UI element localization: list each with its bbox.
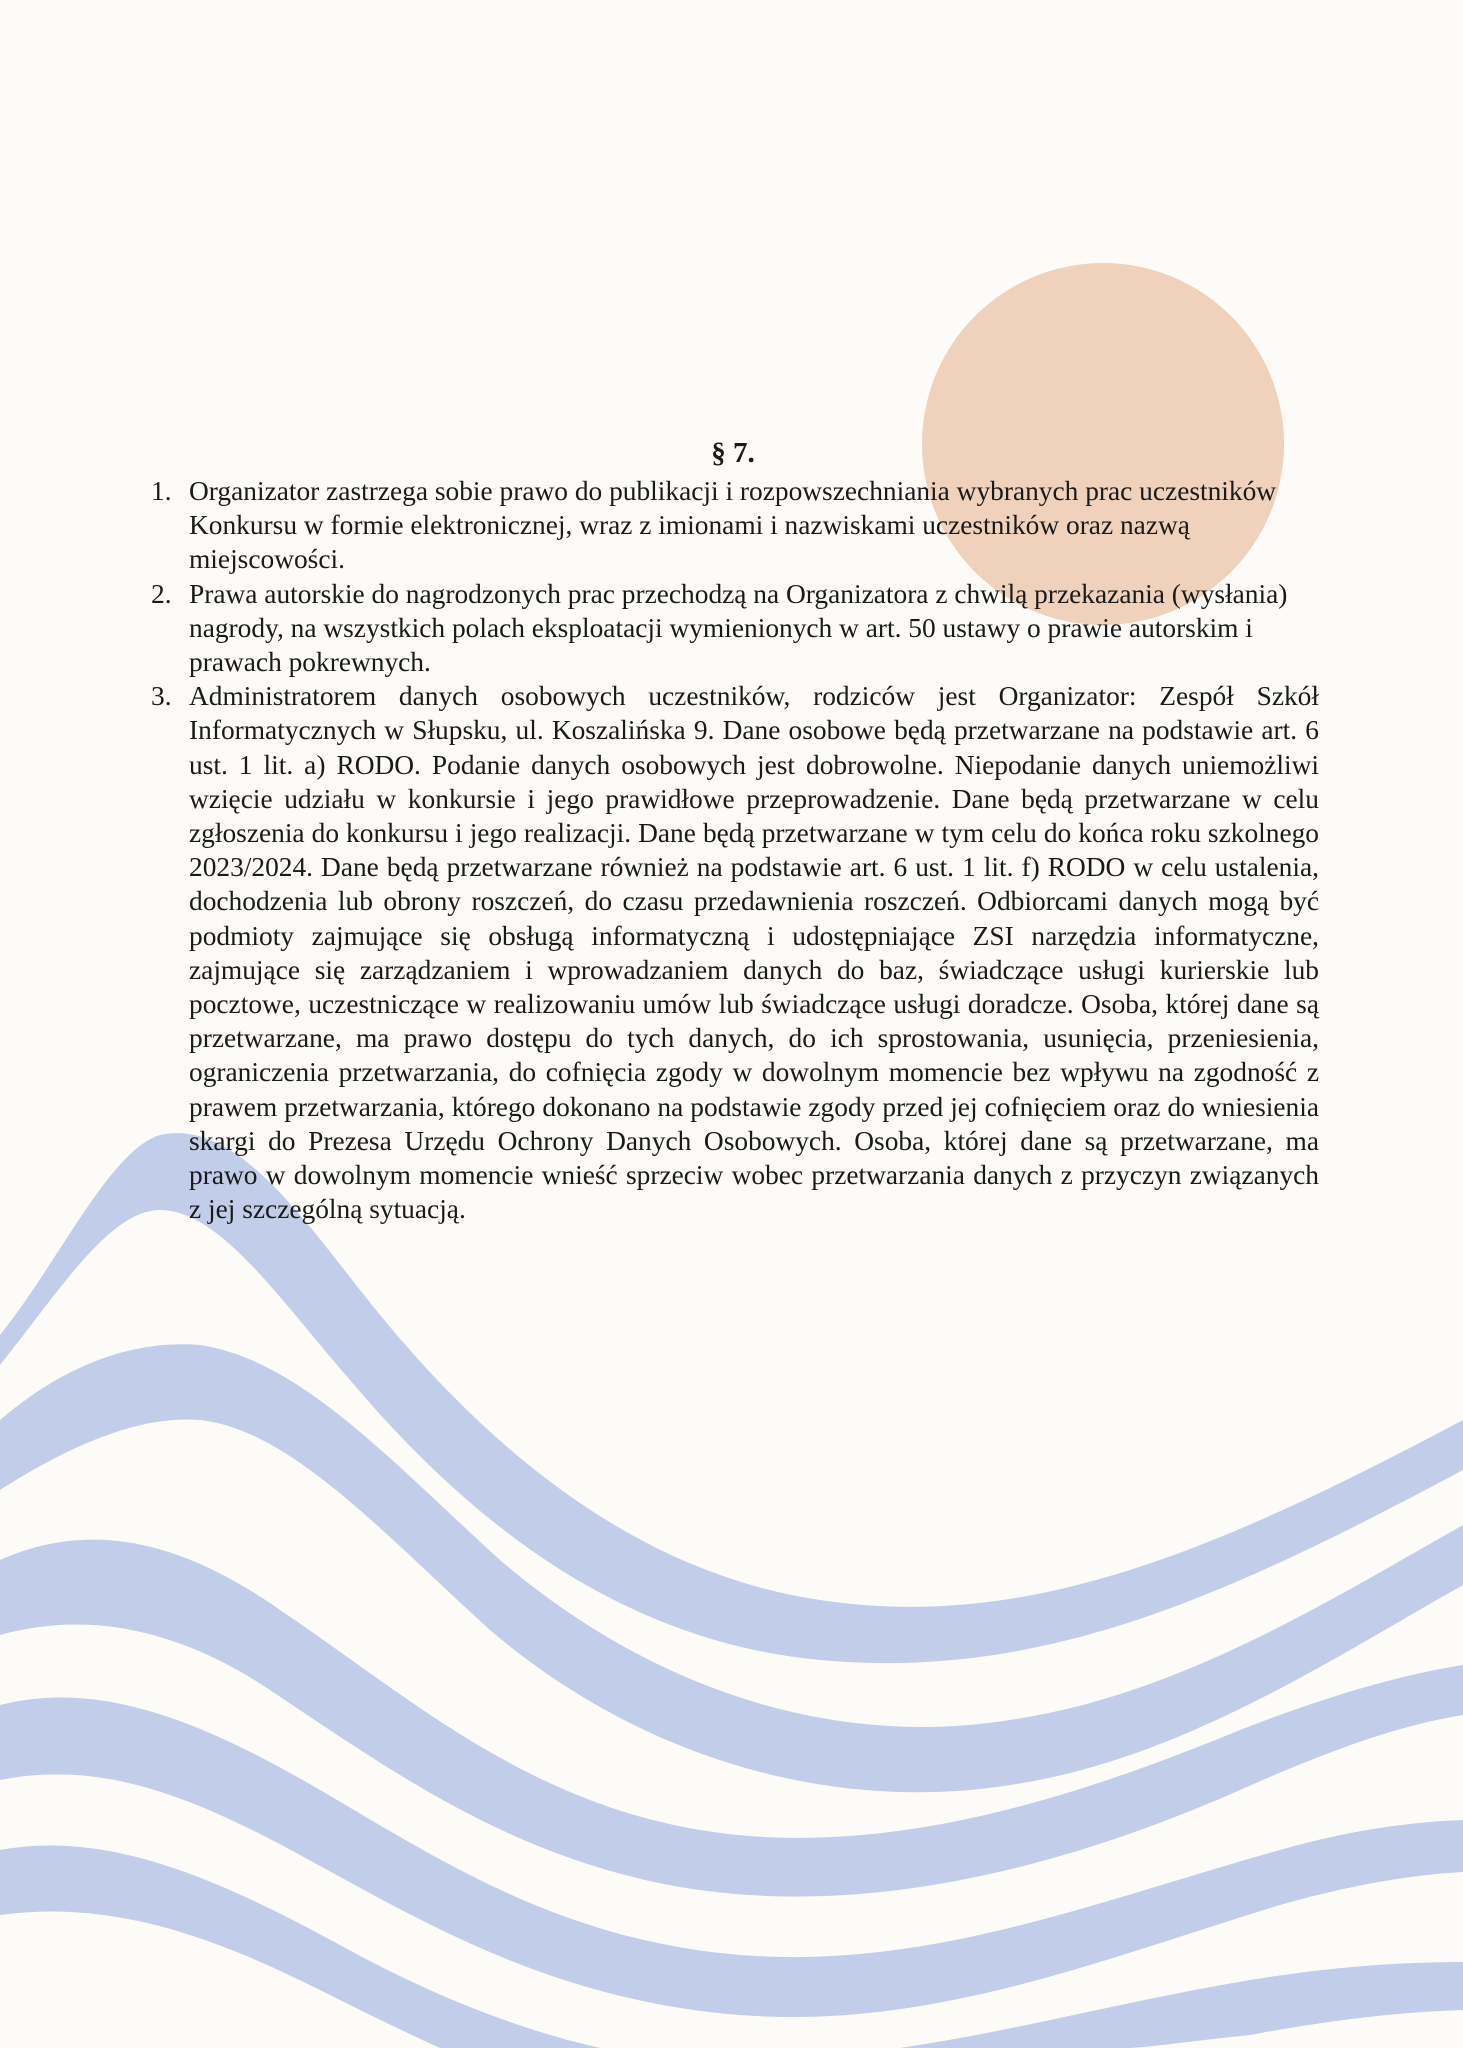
- list-item-number: 1.: [151, 476, 172, 506]
- section-title: § 7.: [711, 437, 755, 469]
- list-item: [147, 577, 1319, 680]
- list-item: [147, 474, 1319, 577]
- document-body: [147, 432, 1319, 1226]
- list-item-number: 2.: [151, 578, 172, 609]
- list-item: [147, 679, 1319, 1226]
- wave-stripes-decoration: [0, 1133, 1463, 2048]
- clause-list: [147, 474, 1319, 1226]
- list-item-number: 3.: [151, 681, 172, 712]
- list-item-text: Administratorem danych osobowych uczestników, rodziców jest Organizator: Zespół Szkół Informatycznych w Słupsku, ul. Koszalińska 9. Dane osobowe będą przetwarzane na podstawie art. 6 ust. 1 lit. a) RODO. Podanie danych osobowych jest dobrowolne. Niepodanie danych uniemożliwi wzięcie udziału w konkursie i jego prawidłowe przeprowadzenie. Dane będą przetwarzane w celu zgłoszenia do konkursu i jego realizacji. Dane będą przetwarzane w tym celu do końca roku szkolnego 2023/2024. Dane będą przetwarzane również na podstawie art. 6 ust. 1 lit. f) RODO w celu ustalenia, dochodzenia lub obrony roszczeń, do czasu przedawnienia roszczeń. Odbiorcami danych mogą być podmioty zajmujące się obsługą informatyczną i udostępniające ZSI narzędzia informatyczne, zajmujące się zarządzaniem i wprowadzaniem danych do baz, świadczące usługi kurierskie lub pocztowe, uczestniczące w realizowaniu umów lub świadczące usługi doradcze. Osoba, której dane są przetwarzane, ma prawo dostępu do tych danych, do ich sprostowania, usunięcia, przeniesienia, ograniczenia przetwarzania, do cofnięcia zgody w dowolnym momencie bez wpływu na zgodność z prawem przetwarzania, którego dokonano na podstawie zgody przed jej cofnięciem oraz do wniesienia skargi do Prezesa Urzędu Ochrony Danych Osobowych. Osoba, której dane są przetwarzane, ma prawo w dowolnym momencie wnieść sprzeciw wobec przetwarzania danych z przyczyn związanych z jej szczególną sytuacją.: [189, 681, 1319, 1225]
- list-item-text: Prawa autorskie do nagrodzonych prac przechodzą na Organizatora z chwilą przekazania (wysłania) nagrody, na wszystkich polach eksploatacji wymienionych w art. 50 ustawy o prawie autorskim i prawach pokrewnych.: [189, 578, 1288, 678]
- list-item-text: Organizator zastrzega sobie prawo do publikacji i rozpowszechniania wybranych prac uczestników Konkursu w formie elektronicznej, wraz z imionami i nazwiskami uczestników oraz nazwą miejscowości.: [189, 476, 1277, 575]
